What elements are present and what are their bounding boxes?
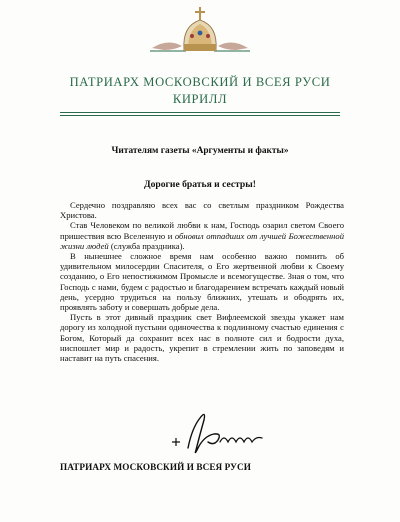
paragraph-text: Став Человеком по великой любви к нам, Господь озарил светом Своего пришествия всю Вселенную и xyxy=(60,220,344,241)
footer-title: ПАТРИАРХ МОСКОВСКИЙ И ВСЕЯ РУСИ xyxy=(60,462,251,472)
patriarch-mitre-icon xyxy=(148,4,252,64)
quotation-italic: обновил отпадших от лучшей Божественной жизни людей xyxy=(60,230,344,251)
header-rule xyxy=(60,115,340,116)
letter-body xyxy=(60,200,344,363)
letter-address: Читателям газеты «Аргументы и факты» xyxy=(111,146,289,156)
paragraph: В нынешнее сложное время нам особенно важно помнить об удивительном милосердии Спасителя, о Его жертвенной любви к Своему созданию, о Его непостижимом Промысле и всемогуществе. Зная о том, что Господь с нами, будем с радостью и благодарением встречать каждый новый день, усердно трудиться на пользу ближних, утешать и ободрять их, проявлять заботу и совершать добрые дела. xyxy=(60,251,344,313)
paragraph: Пусть в этот дивный праздник свет Вифлеемской звезды укажет нам дорогу из холодной пустыни одиночества к подлинному счастью единения с Богом, Который да сохранит всех нас в полноте сил и бодрости духа, ниспошлет мир и радость, укрепит в стремлении жить по заповедям и наставит на путь спасения. xyxy=(60,312,344,364)
header-rule xyxy=(60,112,340,113)
paragraph: Сердечно поздравляю всех вас со светлым праздником Рождества Христова. xyxy=(60,200,344,221)
paragraph-text: (служба праздника). xyxy=(108,240,185,251)
letter-greeting: Дорогие братья и сестры! xyxy=(144,179,256,190)
letterhead-name: КИРИЛЛ xyxy=(172,92,228,106)
letterhead-title: ПАТРИАРХ МОСКОВСКИЙ И ВСЕЯ РУСИ xyxy=(69,75,331,89)
paragraph xyxy=(60,220,344,251)
handwritten-signature xyxy=(170,398,280,458)
